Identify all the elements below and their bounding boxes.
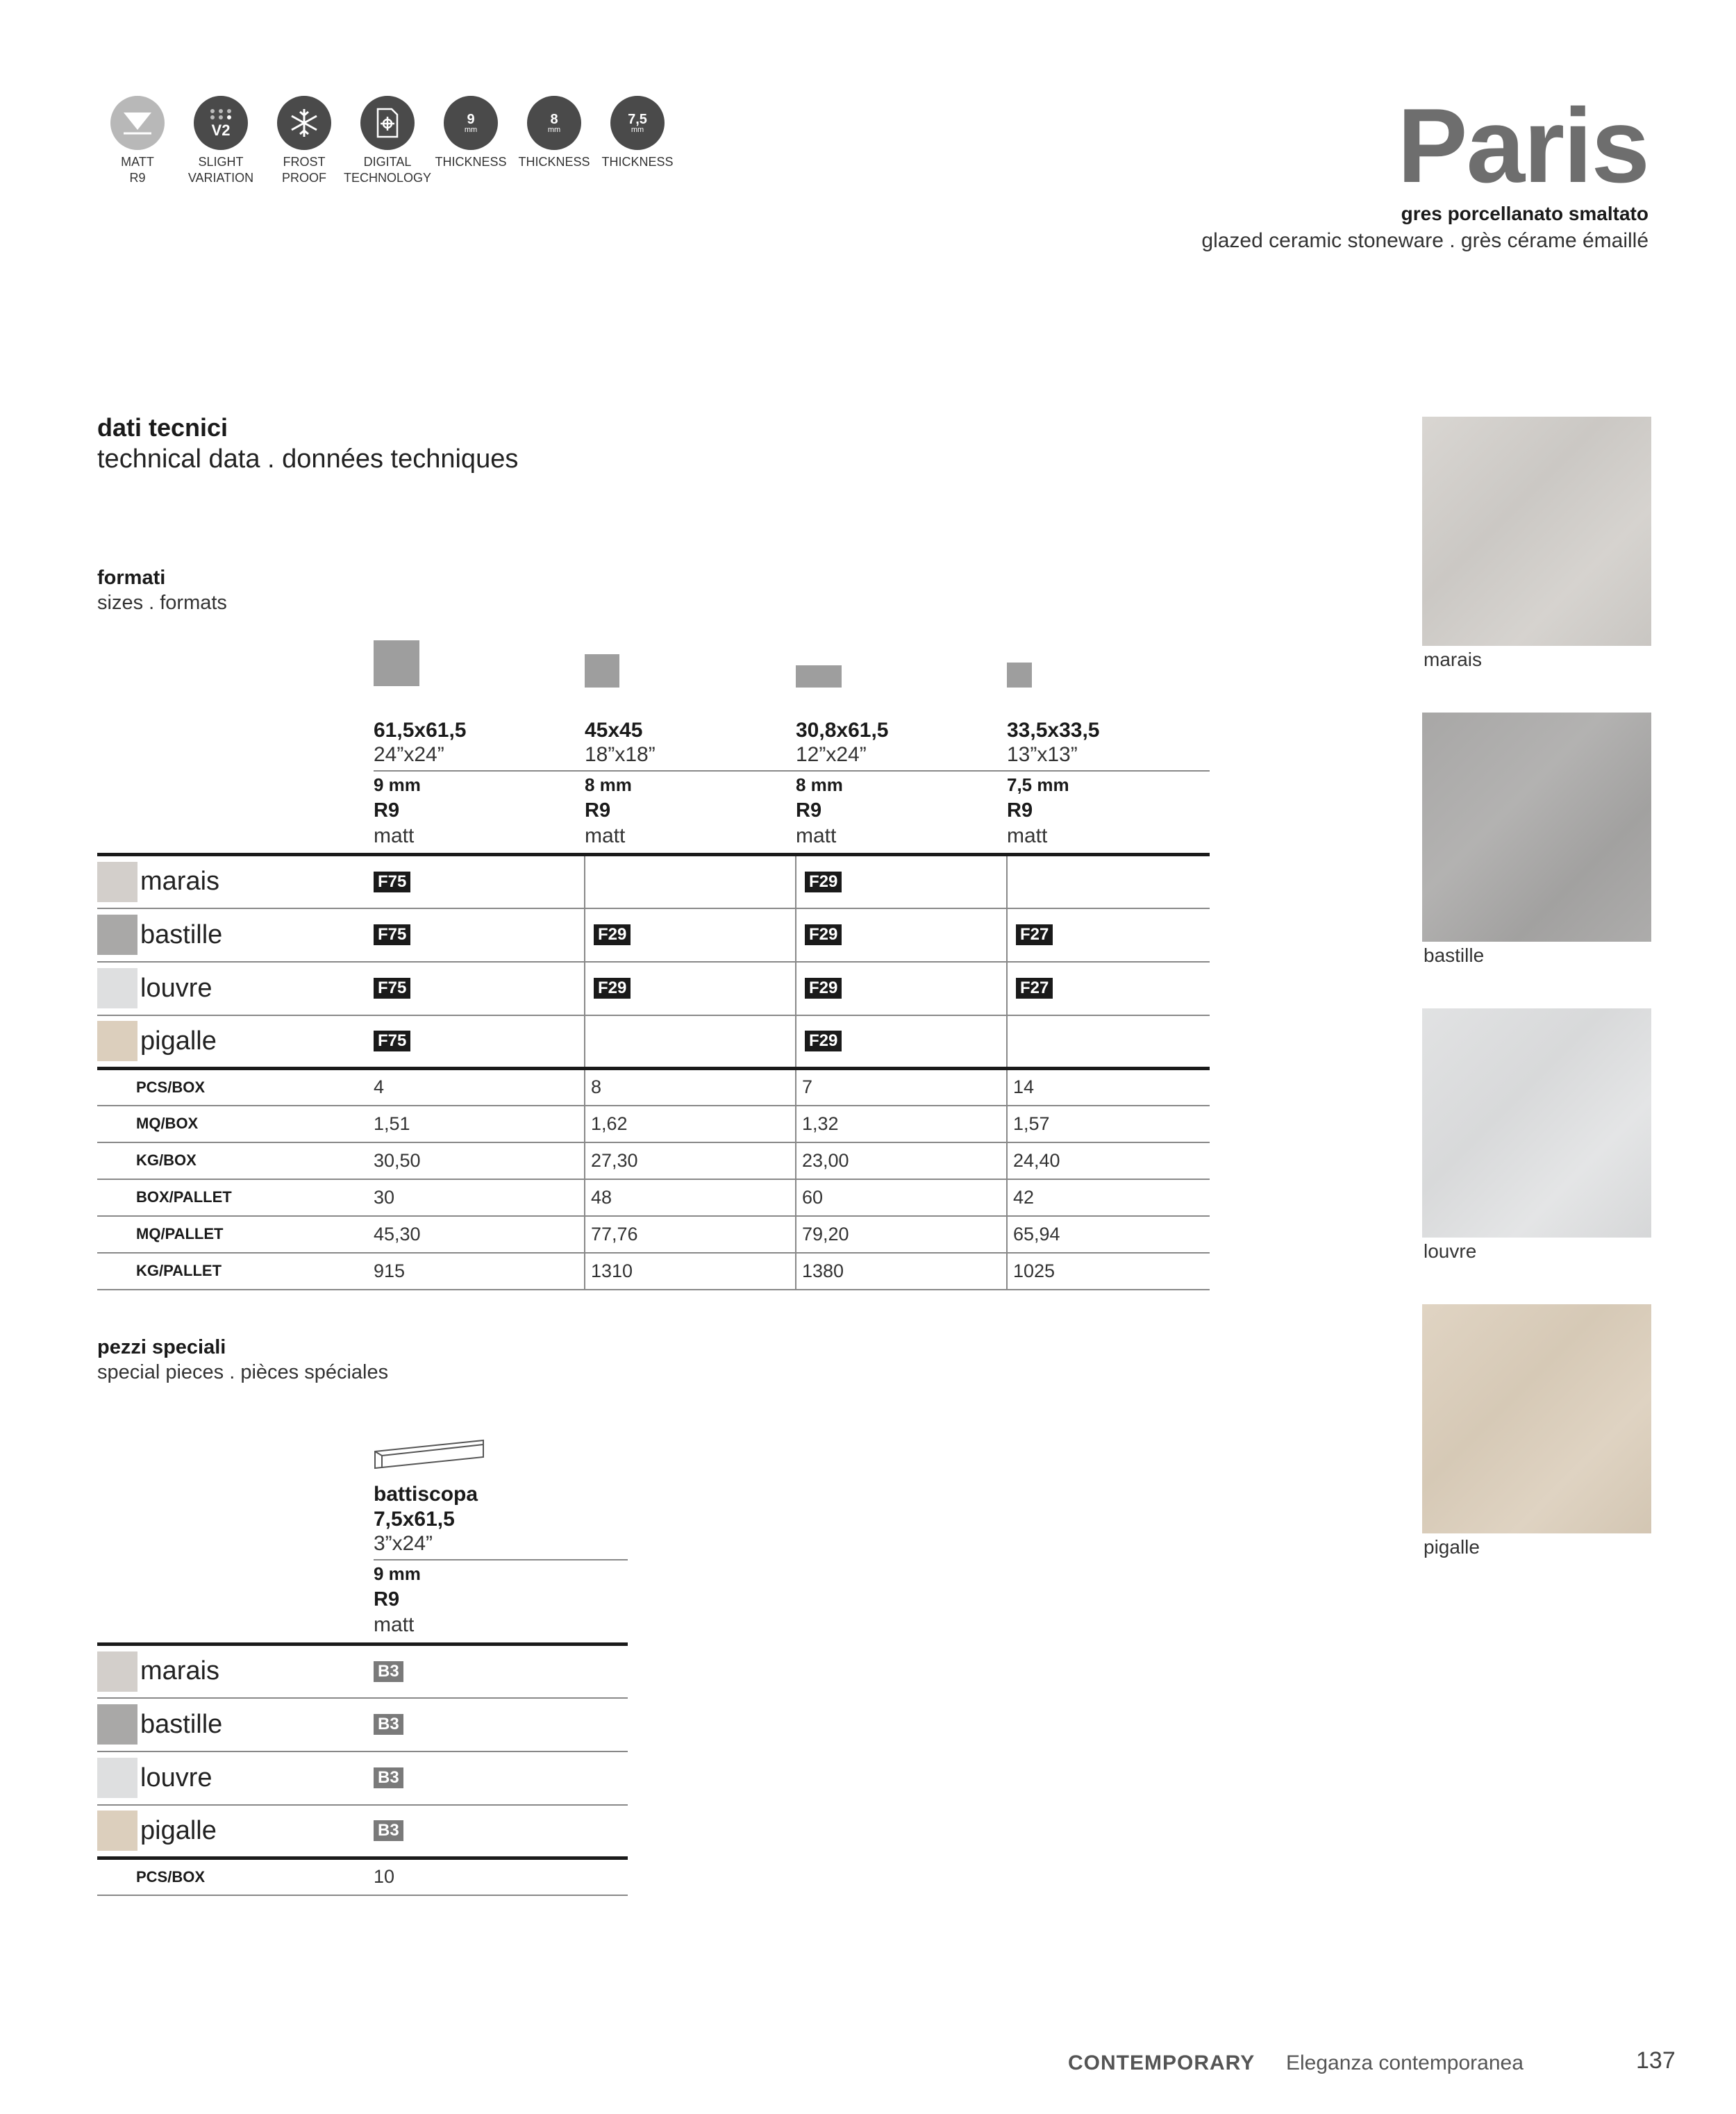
packaging-value: 48 (585, 1179, 796, 1216)
formats-heading-en-fr: sizes . formats (97, 592, 227, 614)
packaging-value: 14 (1013, 1076, 1035, 1098)
row-name: bastille (140, 1709, 223, 1739)
packaging-row (97, 1216, 1210, 1253)
finish: matt (585, 824, 626, 847)
packaging-value: 77,76 (585, 1216, 796, 1253)
packaging-value: 65,94 (1013, 1223, 1060, 1245)
finish: matt (374, 1613, 415, 1636)
technical-heading-it: dati tecnici (97, 413, 228, 442)
packaging-row (97, 1858, 628, 1895)
row-name: louvre (140, 1763, 212, 1792)
slip-rating: R9 (374, 1588, 400, 1611)
size-in: 12”x24” (796, 743, 867, 766)
icon-col-5 (512, 96, 596, 186)
packaging-label: KG/BOX (136, 1151, 197, 1169)
finish: matt (796, 824, 837, 847)
packaging-label: PCS/BOX (136, 1078, 206, 1096)
thickness: 8 mm (796, 774, 843, 795)
packaging-value: 10 (374, 1866, 395, 1888)
packaging-value: 1,51 (374, 1106, 585, 1142)
packaging-value: 8 (585, 1069, 796, 1106)
packaging-value: 30,50 (374, 1142, 585, 1179)
sample-label: louvre (1424, 1240, 1477, 1262)
product-code: F29 (805, 872, 842, 892)
thickness-8-icon (527, 96, 581, 150)
sample-bastille (1422, 713, 1651, 942)
row-name: bastille (140, 919, 223, 949)
packaging-row (97, 1253, 1210, 1290)
format-shape-33x33 (1007, 663, 1032, 688)
product-code: F27 (1016, 978, 1053, 999)
thickness-unit: mm (547, 125, 561, 134)
product-code: B3 (374, 1714, 403, 1735)
special-divider (374, 1559, 628, 1560)
icon-col-2 (262, 96, 346, 186)
format-shape-30x61 (796, 665, 842, 688)
table-row (97, 1645, 628, 1698)
special-piece-specs (374, 1561, 421, 1638)
packaging-row (97, 1179, 1210, 1216)
slip-rating: R9 (1007, 799, 1033, 822)
icon-label: MATT R9 (121, 155, 154, 185)
size-in: 18”x18” (585, 743, 656, 766)
special-table (97, 1642, 628, 1896)
thickness-value: 9 (467, 111, 475, 127)
digital-technology-icon (360, 96, 415, 150)
product-code: B3 (374, 1661, 403, 1682)
swatch-louvre (97, 1758, 137, 1798)
format-header-2 (796, 718, 888, 767)
formats-heading-it: formati (97, 567, 166, 589)
formats-heading (97, 565, 227, 615)
packaging-value: 1,57 (1013, 1113, 1050, 1134)
packaging-label: PCS/BOX (136, 1867, 206, 1886)
size-cm: 7,5x61,5 (374, 1508, 455, 1531)
icon-label: THICKNESS (435, 155, 507, 169)
slight-variation-icon (194, 96, 248, 150)
table-row (97, 1015, 1210, 1069)
icon-col-3 (343, 96, 432, 186)
product-code: F29 (805, 924, 842, 945)
row-name: marais (140, 867, 220, 897)
size-cm: 30,8x61,5 (796, 719, 889, 742)
table-row (97, 1805, 628, 1858)
packaging-value: 60 (796, 1179, 1007, 1216)
packaging-value: 1,32 (796, 1106, 1007, 1142)
packaging-value: 1,62 (585, 1106, 796, 1142)
product-code: F29 (594, 924, 631, 945)
swatch-marais (97, 1651, 137, 1692)
packaging-value: 7 (796, 1069, 1007, 1106)
format-header-3 (1007, 718, 1099, 767)
product-code: F75 (374, 1031, 410, 1051)
packaging-value: 1310 (585, 1253, 796, 1290)
table-row (97, 962, 1210, 1015)
product-code: F29 (594, 978, 631, 999)
product-code: B3 (374, 1820, 403, 1841)
product-code: F29 (805, 1031, 842, 1051)
matt-r9-icon (110, 96, 165, 150)
icon-col-1 (179, 96, 262, 186)
row-name: pigalle (140, 1815, 217, 1845)
table-row (97, 855, 1210, 908)
icon-label: THICKNESS (518, 155, 590, 169)
product-code: F27 (1016, 924, 1053, 945)
sample-label: pigalle (1424, 1536, 1480, 1558)
packaging-value: 1025 (1013, 1260, 1055, 1281)
page-title: Paris (1397, 87, 1649, 205)
size-in: 13”x13” (1007, 743, 1078, 766)
technical-heading-en-fr: technical data . données techniques (97, 444, 519, 474)
icon-col-4 (429, 96, 512, 186)
thickness-7-5-icon (610, 96, 665, 150)
packaging-row (97, 1106, 1210, 1142)
packaging-label: MQ/BOX (136, 1115, 199, 1132)
sample-marais (1422, 417, 1651, 646)
finish: matt (1007, 824, 1048, 847)
formats-table (97, 853, 1210, 1290)
packaging-row (97, 1069, 1210, 1106)
special-heading-en-fr: special pieces . pièces spéciales (97, 1361, 389, 1383)
packaging-value: 42 (1013, 1186, 1035, 1208)
variation-code: V2 (211, 122, 231, 139)
icon-col-6 (596, 96, 679, 186)
product-code: F75 (374, 924, 410, 945)
format-shape-45x45 (585, 654, 619, 688)
table-row (97, 1751, 628, 1805)
swatch-pigalle (97, 1021, 137, 1061)
frost-proof-icon (277, 96, 331, 150)
size-in: 3”x24” (374, 1532, 433, 1555)
product-code: F29 (805, 978, 842, 999)
packaging-value: 23,00 (796, 1142, 1007, 1179)
size-cm: 33,5x33,5 (1007, 719, 1100, 742)
subtitle-it: gres porcellanato smaltato (1401, 203, 1649, 224)
subtitle-en-fr: glazed ceramic stoneware . grès cérame émaillé (1201, 229, 1649, 252)
thickness-value: 7,5 (628, 111, 647, 127)
format-spec-3 (1007, 772, 1069, 849)
icon-label: FROST PROOF (281, 155, 326, 185)
sample-label: marais (1424, 649, 1483, 670)
slip-rating: R9 (374, 799, 400, 822)
thickness: 7,5 mm (1007, 774, 1069, 795)
format-shape-61x61 (374, 640, 419, 686)
special-heading-it: pezzi speciali (97, 1336, 226, 1358)
feature-icons (96, 96, 679, 186)
thickness: 8 mm (585, 774, 632, 795)
format-header-1 (585, 718, 656, 767)
packaging-value: 915 (374, 1253, 585, 1290)
swatch-bastille (97, 1704, 137, 1745)
thickness-unit: mm (464, 125, 478, 134)
thickness-9-icon (444, 96, 498, 150)
thickness-unit: mm (631, 125, 644, 134)
swatch-louvre (97, 968, 137, 1008)
skirting-icon (372, 1436, 490, 1479)
technical-heading (97, 413, 518, 475)
icon-col-0 (96, 96, 179, 186)
packaging-label: BOX/PALLET (136, 1188, 232, 1206)
thickness: 9 mm (374, 1563, 421, 1584)
swatch-bastille (97, 915, 137, 955)
sample-louvre (1422, 1008, 1651, 1238)
row-name: louvre (140, 973, 212, 1003)
packaging-value: 45,30 (374, 1216, 585, 1253)
product-code: F75 (374, 978, 410, 999)
packaging-label: KG/PALLET (136, 1262, 222, 1279)
packaging-value: 30 (374, 1179, 585, 1216)
row-name: pigalle (140, 1026, 217, 1056)
packaging-value: 27,30 (585, 1142, 796, 1179)
size-cm: 61,5x61,5 (374, 719, 467, 742)
icon-label: SLIGHT VARIATION (187, 155, 254, 185)
size-cm: 45x45 (585, 719, 643, 742)
slip-rating: R9 (796, 799, 822, 822)
format-spec-1 (585, 772, 632, 849)
swatch-pigalle (97, 1811, 137, 1851)
thickness-value: 8 (550, 111, 558, 127)
row-name: marais (140, 1656, 220, 1686)
finish: matt (374, 824, 415, 847)
icon-label: DIGITAL TECHNOLOGY (343, 155, 432, 185)
special-piece-header (374, 1482, 478, 1556)
special-heading (97, 1335, 388, 1385)
packaging-value: 79,20 (796, 1216, 1007, 1253)
footer-section: CONTEMPORARY (1068, 2051, 1255, 2074)
product-code: B3 (374, 1767, 403, 1788)
icon-label: THICKNESS (601, 155, 674, 169)
page-number: 137 (1636, 2047, 1676, 2074)
format-header-0 (374, 718, 466, 767)
sample-label: bastille (1424, 944, 1485, 966)
table-row (97, 908, 1210, 962)
slip-rating: R9 (585, 799, 611, 822)
format-divider (374, 770, 1210, 772)
packaging-row (97, 1142, 1210, 1179)
piece-name: battiscopa (374, 1483, 478, 1506)
thickness: 9 mm (374, 774, 421, 795)
sample-pigalle (1422, 1304, 1651, 1533)
packaging-value: 4 (374, 1069, 585, 1106)
table-row (97, 1698, 628, 1751)
format-spec-2 (796, 772, 843, 849)
product-code: F75 (374, 872, 410, 892)
size-in: 24”x24” (374, 743, 444, 766)
packaging-value: 24,40 (1013, 1149, 1060, 1171)
packaging-label: MQ/PALLET (136, 1225, 224, 1242)
format-spec-0 (374, 772, 421, 849)
packaging-value: 1380 (796, 1253, 1007, 1290)
footer-collection: Eleganza contemporanea (1286, 2051, 1524, 2074)
swatch-marais (97, 862, 137, 902)
